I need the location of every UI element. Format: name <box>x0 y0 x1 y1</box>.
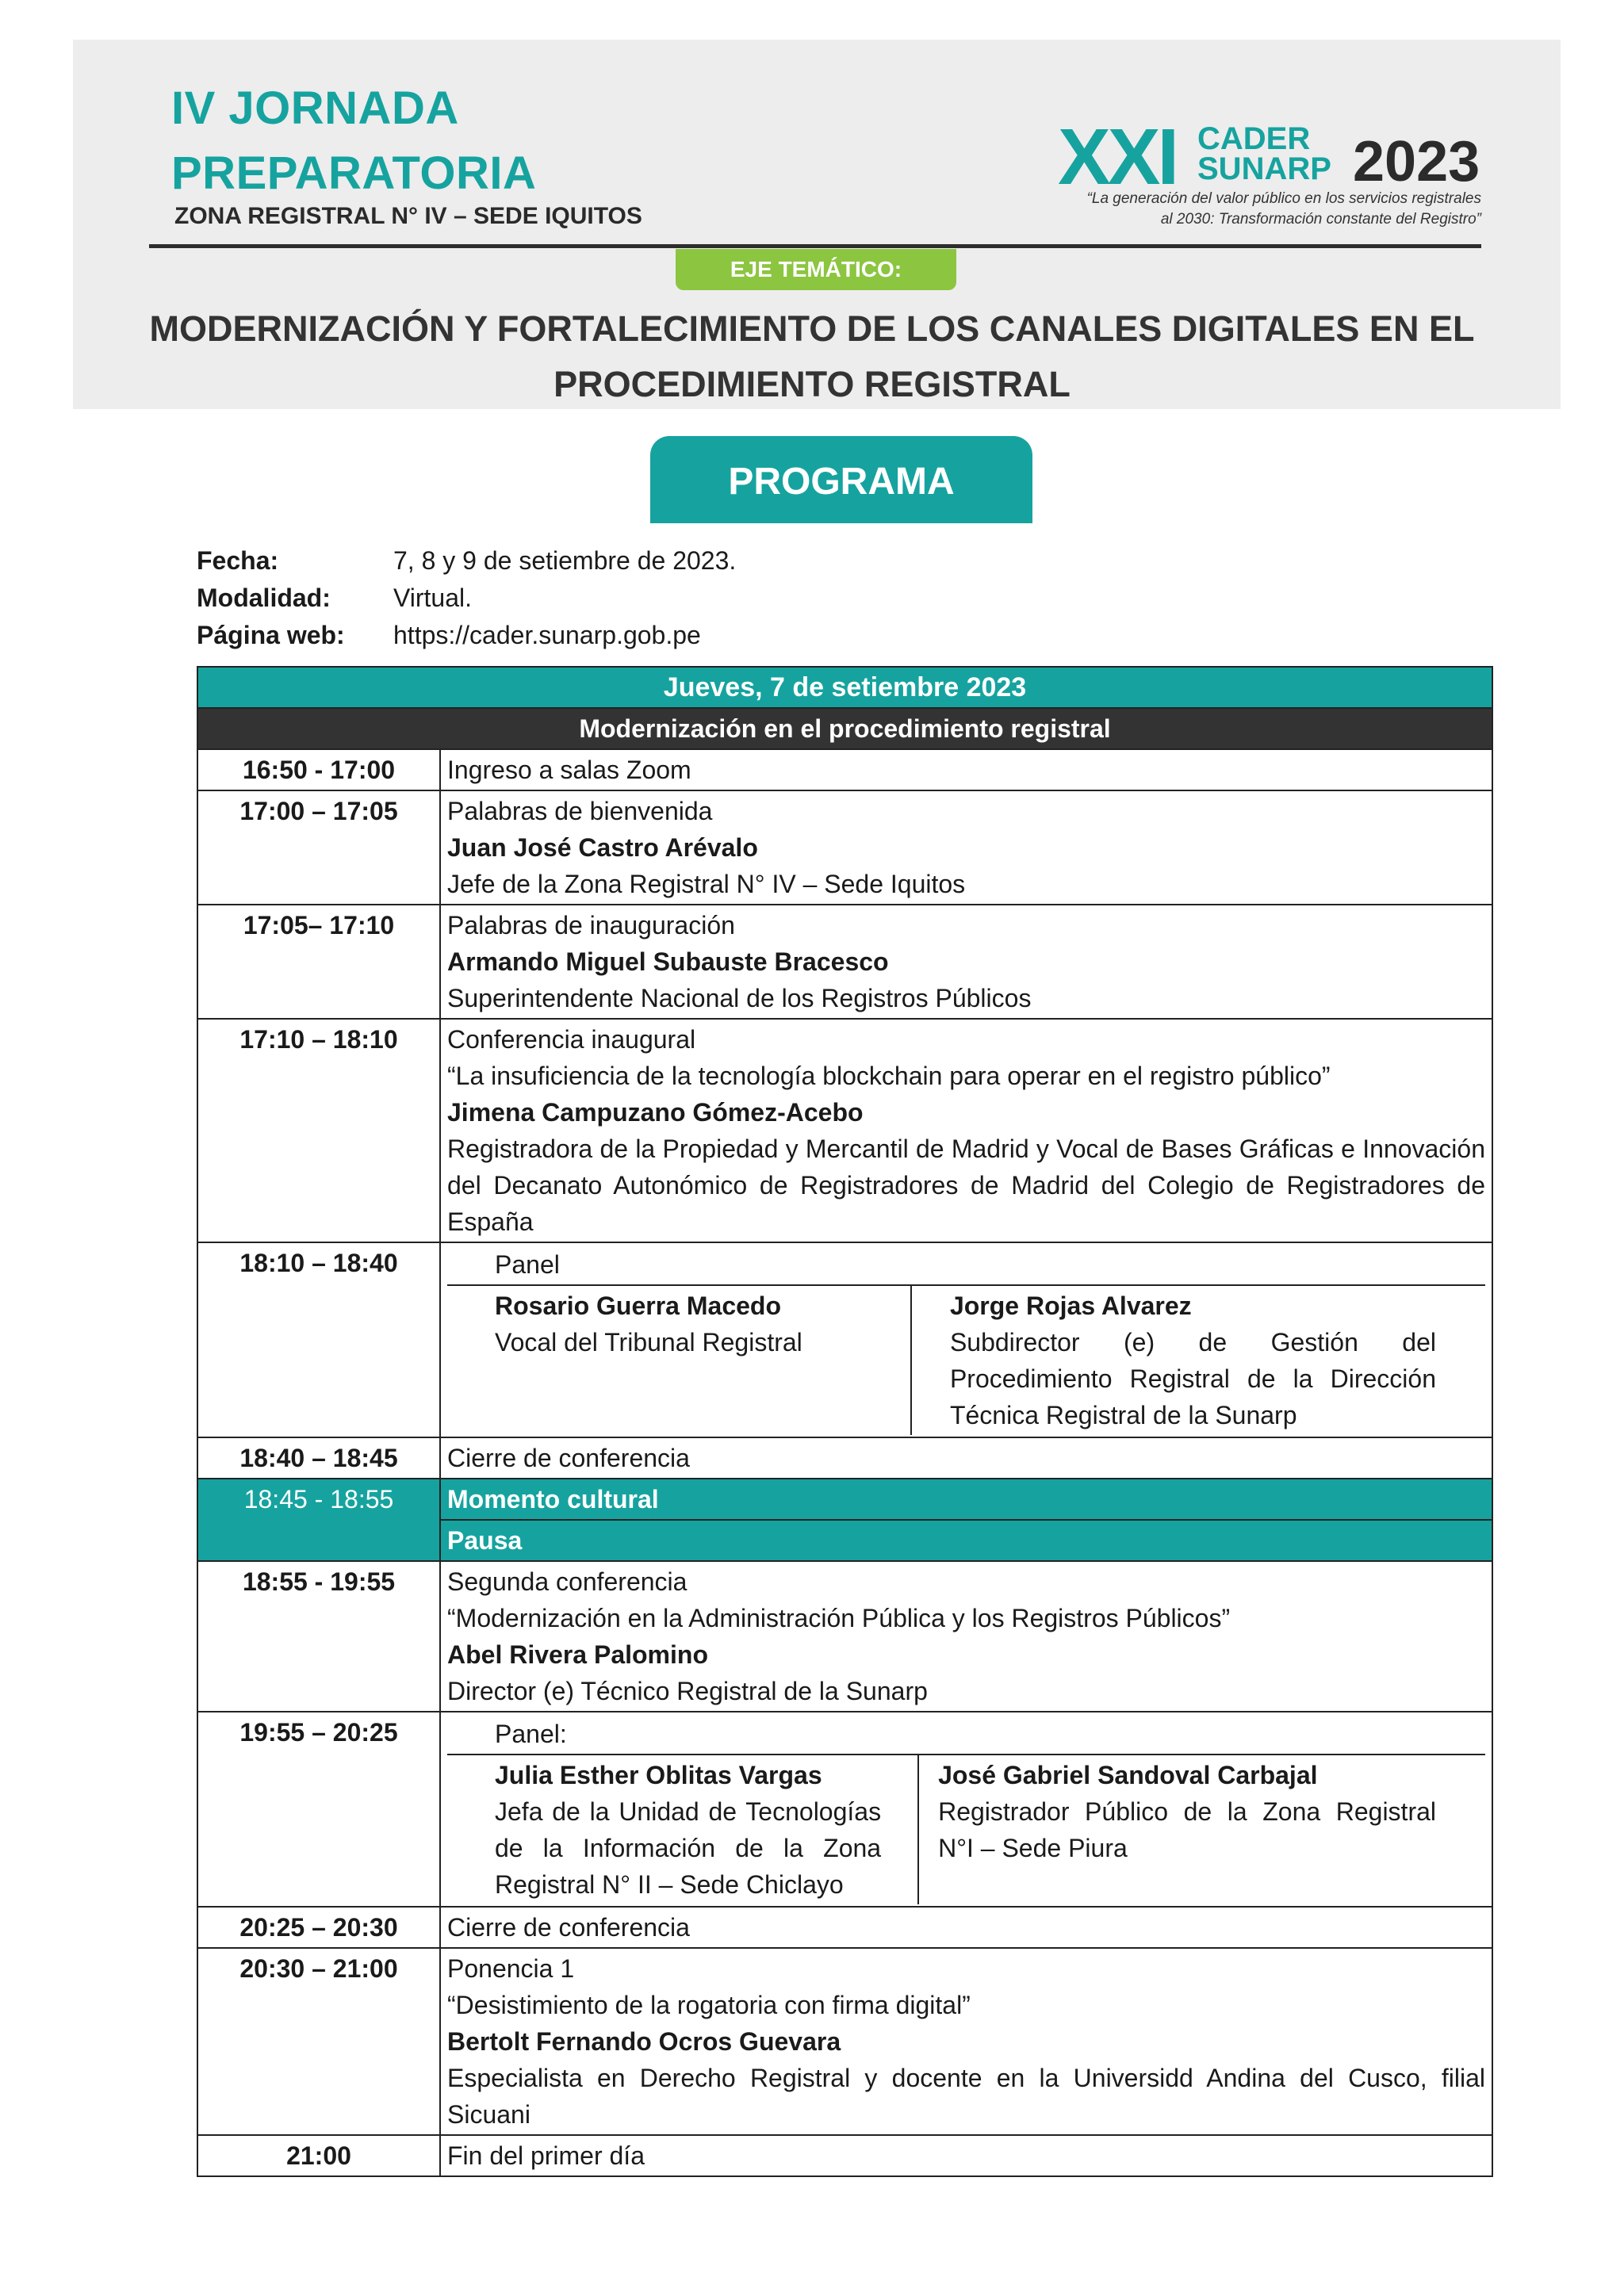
fecha-value: 7, 8 y 9 de setiembre de 2023. <box>393 546 737 575</box>
table-row <box>197 2135 1492 2176</box>
panelist-left <box>447 1755 919 1904</box>
event-title-line1: IV JORNADA <box>171 82 459 134</box>
table-row <box>197 1907 1492 1948</box>
row-time: 17:05– 17:10 <box>197 905 440 1019</box>
panelist-right <box>919 1755 1485 1904</box>
logo-sunarp: SUNARP <box>1197 151 1331 186</box>
table-row <box>197 1561 1492 1712</box>
table-row <box>197 905 1492 1019</box>
speaker-role: Jefa de la Unidad de Tecnologías de la Información de la Zona Registral N° II – Sede Chiclayo <box>495 1797 882 1899</box>
speaker-name: Jorge Rojas Alvarez <box>949 1292 1192 1320</box>
row-time: 16:50 - 17:00 <box>197 749 440 790</box>
panel-label: Panel <box>447 1245 1485 1286</box>
table-row <box>197 1479 1492 1520</box>
programa-tab: PROGRAMA <box>650 436 1032 523</box>
row-desc: Ingreso a salas Zoom <box>440 749 1492 790</box>
panel-label: Panel: <box>447 1714 1485 1755</box>
row-desc <box>440 905 1492 1019</box>
row-time: 20:25 – 20:30 <box>197 1907 440 1948</box>
zona-subtitle: ZONA REGISTRAL N° IV – SEDE IQUITOS <box>174 203 642 229</box>
tagline-line2: al 2030: Transformación constante del Registro” <box>1160 211 1481 228</box>
table-row <box>197 749 1492 790</box>
row-desc <box>440 1948 1492 2135</box>
row-activity: Conferencia inaugural <box>447 1025 696 1054</box>
logo-tagline <box>926 189 1481 230</box>
event-title-line2: PREPARATORIA <box>171 147 537 199</box>
modalidad-label: Modalidad: <box>197 584 331 612</box>
row-time: 17:10 – 18:10 <box>197 1019 440 1242</box>
cultural-moment: Momento cultural <box>440 1479 1492 1520</box>
speaker-name: Jimena Campuzano Gómez-Acebo <box>447 1098 864 1127</box>
conference-title: “Modernización en la Administración Pública y los Registros Públicos” <box>447 1604 1231 1632</box>
speaker-role: Superintendente Nacional de los Registros Públicos <box>447 984 1032 1012</box>
row-desc <box>440 1019 1492 1242</box>
theme-title <box>111 301 1513 412</box>
speaker-name: Rosario Guerra Macedo <box>495 1292 781 1320</box>
speaker-name: Julia Esther Oblitas Vargas <box>495 1761 822 1789</box>
header-divider <box>149 244 1481 248</box>
table-row <box>197 1019 1492 1242</box>
pause: Pausa <box>440 1520 1492 1561</box>
row-activity: Ponencia 1 <box>447 1954 575 1983</box>
row-activity: Palabras de inauguración <box>447 911 735 939</box>
row-time: 18:10 – 18:40 <box>197 1242 440 1437</box>
row-time: 19:55 – 20:25 <box>197 1712 440 1907</box>
conference-title: “La insuficiencia de la tecnología blockchain para operar en el registro público” <box>447 1062 1331 1090</box>
speaker-role: Director (e) Técnico Registral de la Sunarp <box>447 1677 928 1705</box>
speaker-role: Vocal del Tribunal Registral <box>495 1328 802 1357</box>
section-header: Modernización en el procedimiento registral <box>197 708 1492 749</box>
conference-title: “Desistimiento de la rogatoria con firma digital” <box>447 1991 971 2019</box>
speaker-role: Jefe de la Zona Registral N° IV – Sede Iquitos <box>447 870 966 898</box>
table-row <box>197 1712 1492 1907</box>
row-desc: Fin del primer día <box>440 2135 1492 2176</box>
speaker-name: Abel Rivera Palomino <box>447 1640 708 1669</box>
row-time: 21:00 <box>197 2135 440 2176</box>
modalidad-value: Virtual. <box>393 584 473 612</box>
day-header: Jueves, 7 de setiembre 2023 <box>197 667 1492 708</box>
web-link[interactable]: https://cader.sunarp.gob.pe <box>393 621 701 649</box>
tagline-line1: “La generación del valor público en los servicios registrales <box>1086 190 1481 207</box>
speaker-role: Subdirector (e) de Gestión del Procedimiento Registral de la Dirección Técnica Registral de la Sunarp <box>949 1328 1436 1429</box>
row-time: 17:00 – 17:05 <box>197 790 440 905</box>
event-title <box>171 76 536 206</box>
speaker-role: Especialista en Derecho Registral y docente en la Universidd Andina del Cusco, filial Sicuani <box>447 2064 1485 2129</box>
row-desc: Cierre de conferencia <box>440 1437 1492 1479</box>
row-activity: Segunda conferencia <box>447 1567 688 1596</box>
row-desc: Cierre de conferencia <box>440 1907 1492 1948</box>
speaker-name: Armando Miguel Subauste Bracesco <box>447 947 889 976</box>
row-activity: Palabras de bienvenida <box>447 797 713 825</box>
theme-line2: PROCEDIMIENTO REGISTRAL <box>553 364 1071 404</box>
speaker-role: Registradora de la Propiedad y Mercantil de Madrid y Vocal de Bases Gráficas e Innovación del Decanato Autonómico de Registradores de Madrid del Colegio de Registradores de España <box>447 1135 1485 1236</box>
row-time: 18:40 – 18:45 <box>197 1437 440 1479</box>
eje-tematico-badge: EJE TEMÁTICO: <box>676 249 956 290</box>
speaker-name: José Gabriel Sandoval Carbajal <box>938 1761 1318 1789</box>
logo-cader: CADER <box>1197 121 1311 156</box>
panelist-left <box>447 1286 912 1435</box>
speaker-role: Registrador Público de la Zona Registral N°I – Sede Piura <box>938 1797 1436 1862</box>
table-row <box>197 1437 1492 1479</box>
table-row <box>197 1242 1492 1437</box>
panel-cell <box>440 1712 1492 1907</box>
schedule-table <box>197 666 1493 2177</box>
panel-cell <box>440 1242 1492 1437</box>
fecha-label: Fecha: <box>197 546 279 575</box>
row-desc <box>440 1561 1492 1712</box>
row-time: 18:55 - 19:55 <box>197 1561 440 1712</box>
speaker-name: Juan José Castro Arévalo <box>447 833 758 862</box>
logo-year: 2023 <box>1353 130 1480 193</box>
logo-roman: XXI <box>1058 113 1177 201</box>
theme-line1: MODERNIZACIÓN Y FORTALECIMIENTO DE LOS CANALES DIGITALES EN EL <box>149 308 1475 349</box>
table-row <box>197 1948 1492 2135</box>
row-desc <box>440 790 1492 905</box>
speaker-name: Bertolt Fernando Ocros Guevara <box>447 2027 841 2056</box>
row-time: 18:45 - 18:55 <box>197 1479 440 1561</box>
web-label: Página web: <box>197 621 345 649</box>
table-row <box>197 790 1492 905</box>
event-meta <box>197 542 736 654</box>
row-time: 20:30 – 21:00 <box>197 1948 440 2135</box>
panelist-right <box>912 1286 1485 1435</box>
